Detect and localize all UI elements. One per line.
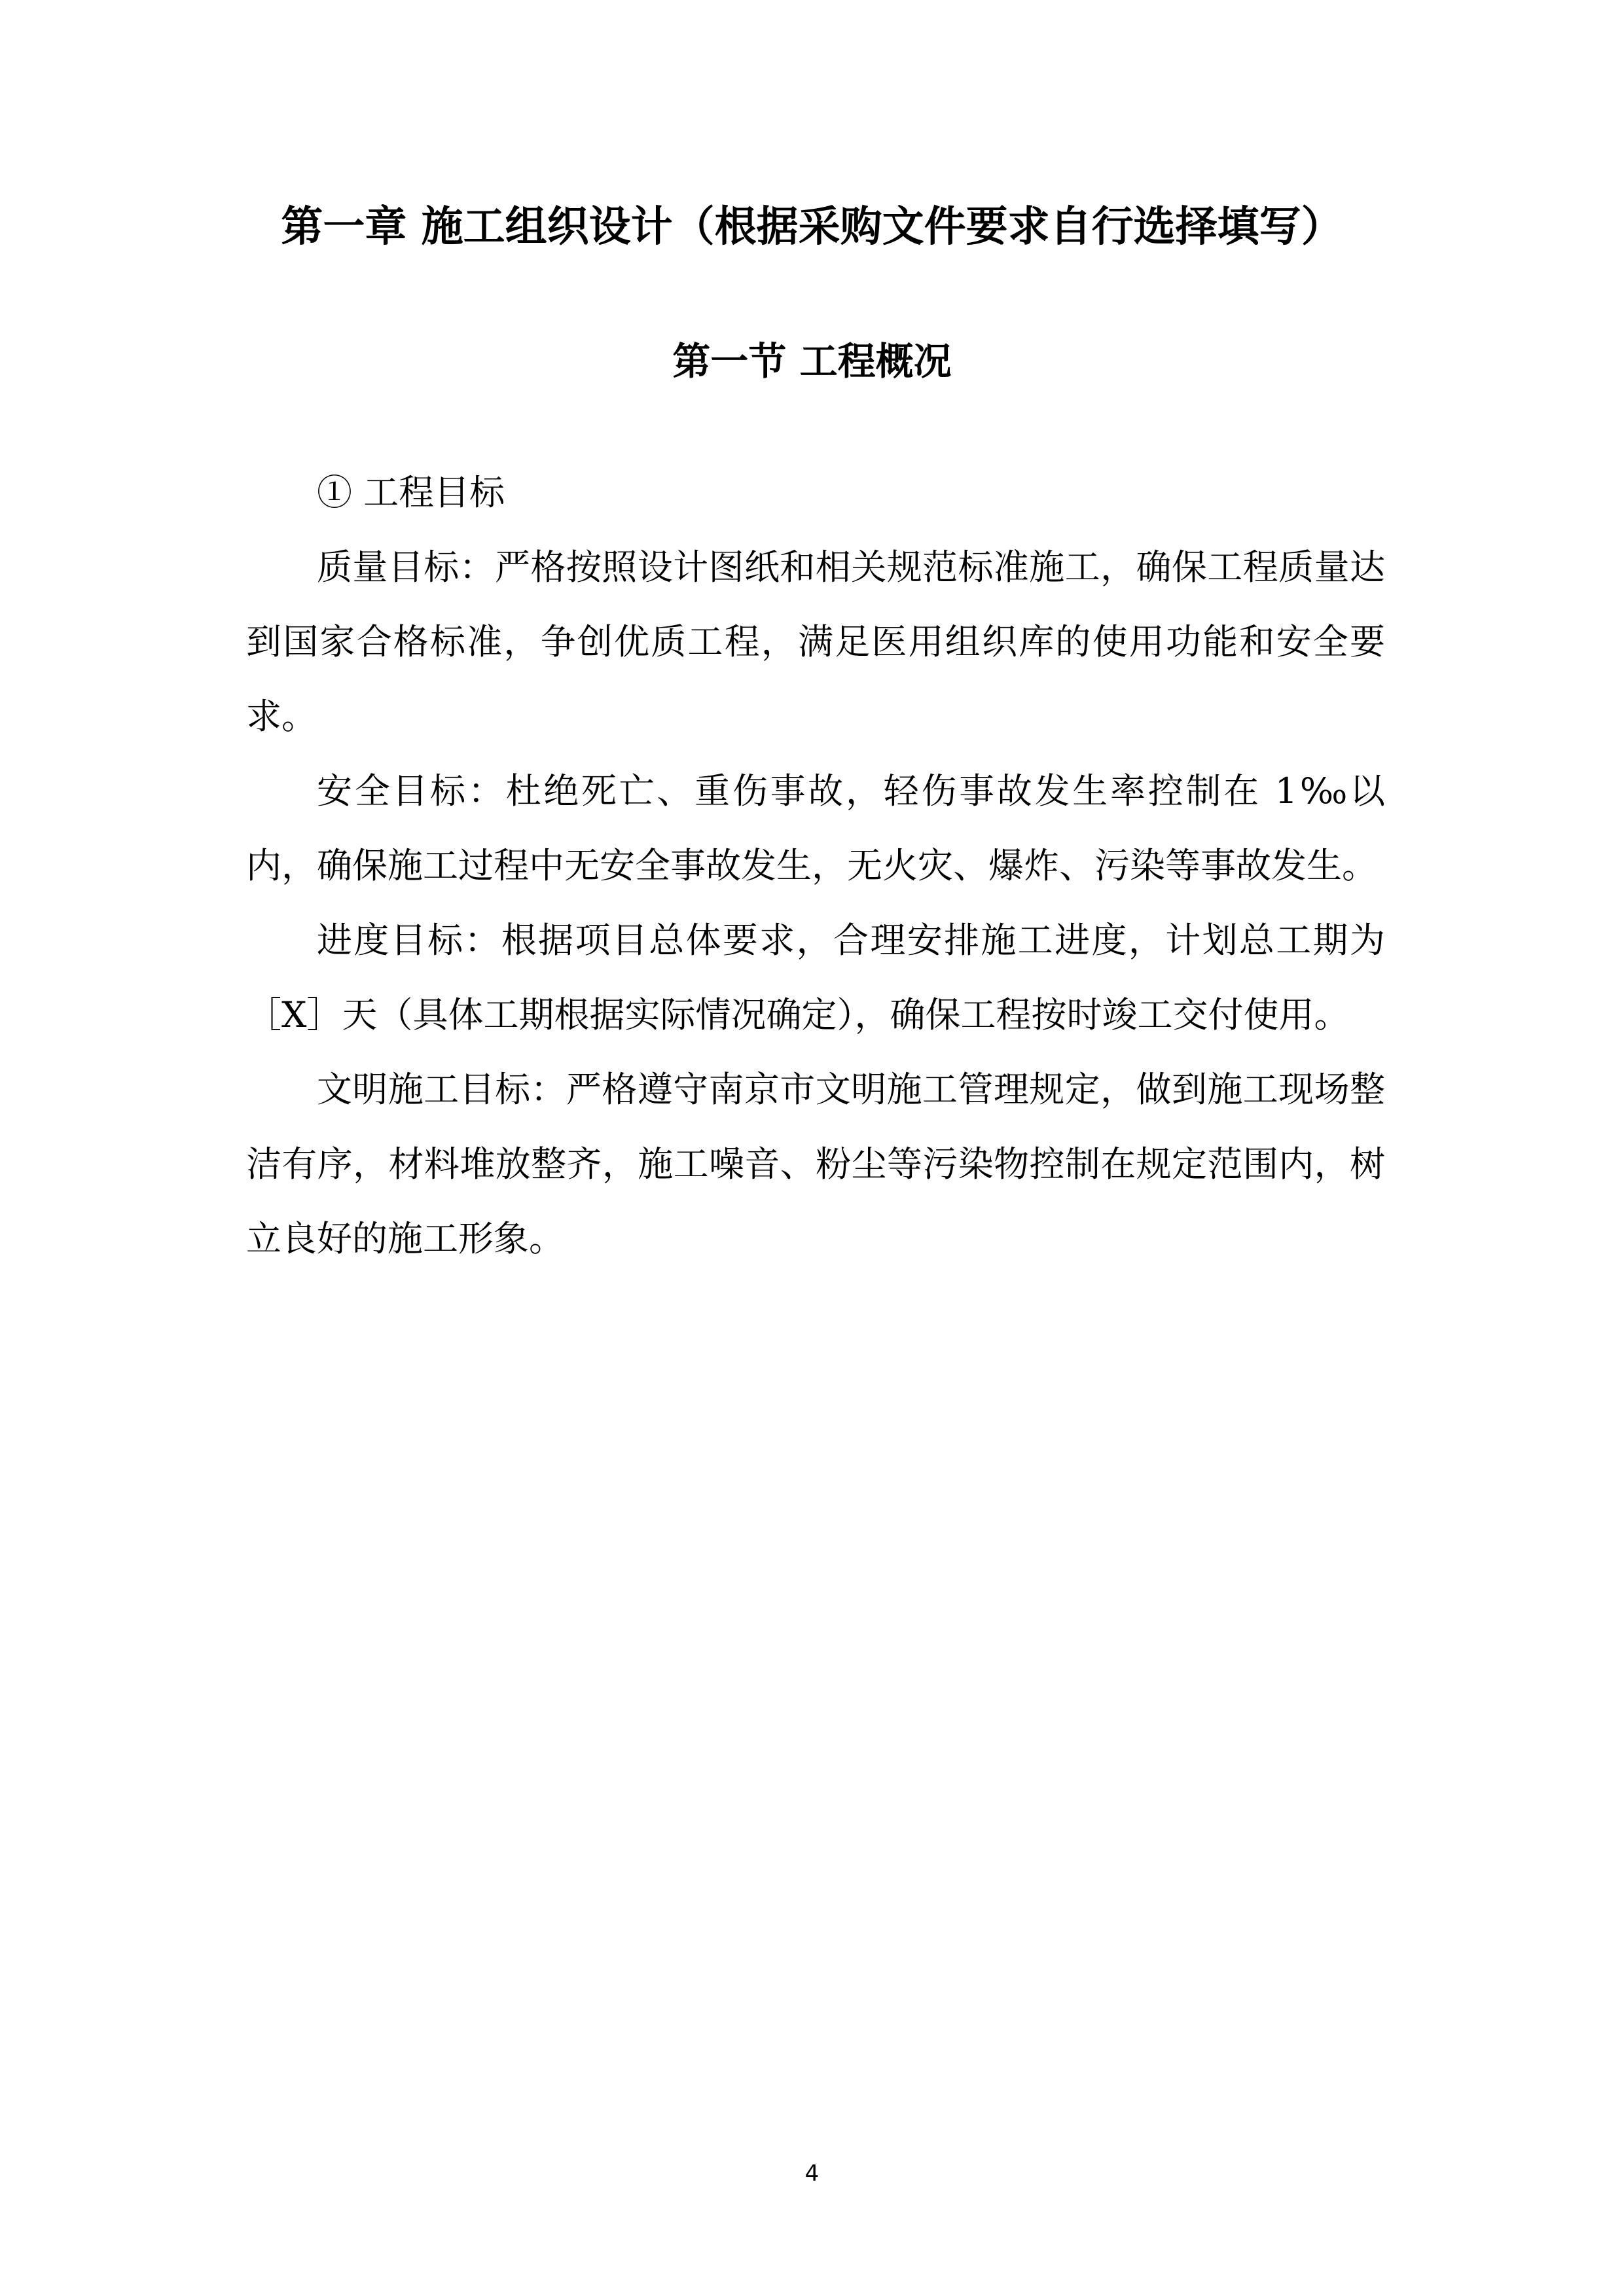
item-heading-project-goals: ① 工程目标 <box>317 472 505 513</box>
paragraph-safety-goal: 安全目标：杜绝死亡、重伤事故，轻伤事故发生率控制在 1‰以内，确保施工过程中无安全事故发生，无火灾、爆炸、污染等事故发生。 <box>246 770 1385 886</box>
paragraph-quality-goal: 质量目标：严格按照设计图纸和相关规范标准施工，确保工程质量达到国家合格标准，争创优质工程，满足医用组织库的使用功能和安全要求。 <box>246 547 1385 737</box>
section-title: 第一节 工程概况 <box>672 339 952 384</box>
body-text <box>246 456 1385 1276</box>
chapter-title: 第一章 施工组织设计（根据采购文件要求自行选择填写） <box>281 203 1343 251</box>
paragraph-schedule-goal: 进度目标：根据项目总体要求，合理安排施工进度，计划总工期为［X］天（具体工期根据实际情况确定），确保工程按时竣工交付使用。 <box>246 920 1385 1035</box>
page-number: 4 <box>804 2161 820 2187</box>
paragraph-civilized-construction-goal: 文明施工目标：严格遵守南京市文明施工管理规定，做到施工现场整洁有序，材料堆放整齐，施工噪音、粉尘等污染物控制在规定范围内，树立良好的施工形象。 <box>246 1069 1385 1259</box>
